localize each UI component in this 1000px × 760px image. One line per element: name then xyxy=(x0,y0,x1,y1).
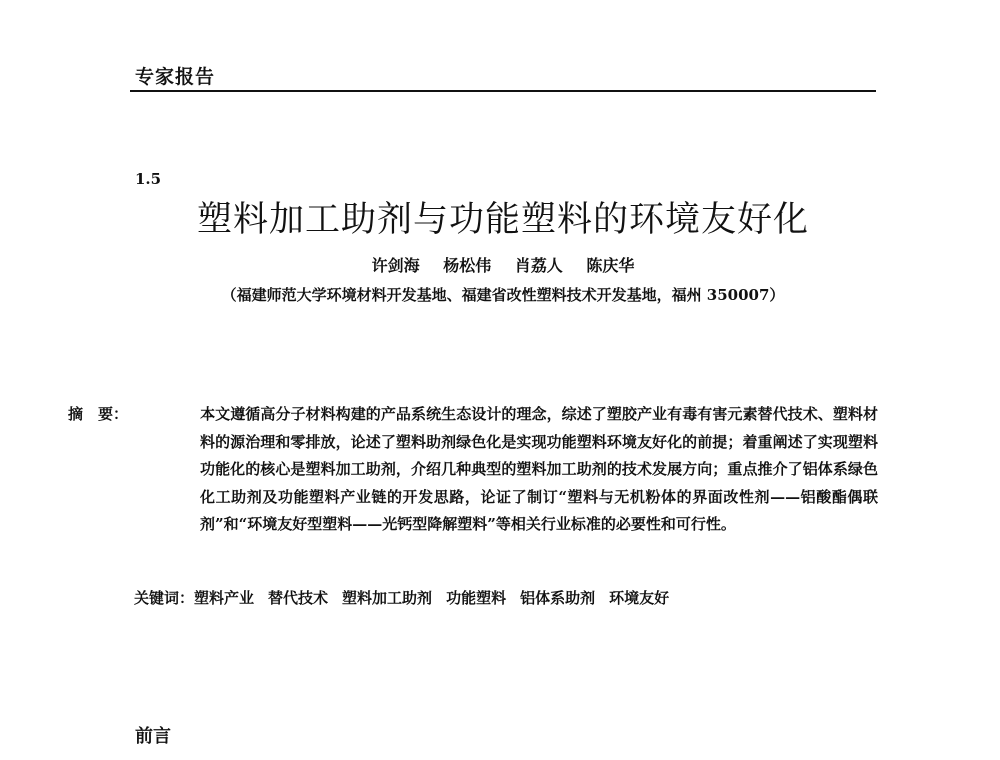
keyword: 环境友好 xyxy=(609,589,670,607)
keyword: 功能塑料 xyxy=(446,589,507,607)
abstract-text: 本文遵循高分子材料构建的产品系统生态设计的理念，综述了塑胶产业有毒有害元素替代技术、塑料材料的源治理和零排放，论述了塑料助剂绿色化是实现功能塑料环境友好化的前提；着重阐述了实现塑料功能化的核心是塑料加工助剂，介绍几种典型的塑料加工助剂的技术发展方向；重点推介了铝体系绿色化工助剂及功能塑料产业链的开发思路，论证了制订“塑料与无机粉体的界面改性剂——铝酸酯偶联剂”和“环境友好型塑料——光钙型降解塑料”等相关行业标准的必要性和可行性。 xyxy=(200,405,878,533)
abstract-label: 摘 要： xyxy=(68,405,129,423)
keywords xyxy=(134,587,878,608)
paper-title: 塑料加工助剂与功能塑料的环境友好化 xyxy=(196,200,809,240)
section-number: 1.5 xyxy=(135,170,162,188)
keyword: 塑料产业 xyxy=(194,589,255,607)
author: 许剑海 xyxy=(371,256,420,275)
keyword: 铝体系助剂 xyxy=(520,589,596,607)
author: 杨松伟 xyxy=(443,256,492,275)
running-header: 专家报告 xyxy=(135,66,216,88)
header-rule xyxy=(130,90,876,92)
keyword: 替代技术 xyxy=(268,589,329,607)
author-list xyxy=(130,253,876,276)
author: 肖荔人 xyxy=(514,256,563,275)
abstract xyxy=(68,401,878,539)
section-heading-foreword: 前言 xyxy=(135,726,171,747)
affiliation: （福建师范大学环境材料开发基地、福建省改性塑料技术开发基地，福州 350007） xyxy=(221,286,785,304)
keywords-label: 关键词： xyxy=(134,589,195,607)
keyword: 塑料加工助剂 xyxy=(342,589,433,607)
author: 陈庆华 xyxy=(586,256,635,275)
